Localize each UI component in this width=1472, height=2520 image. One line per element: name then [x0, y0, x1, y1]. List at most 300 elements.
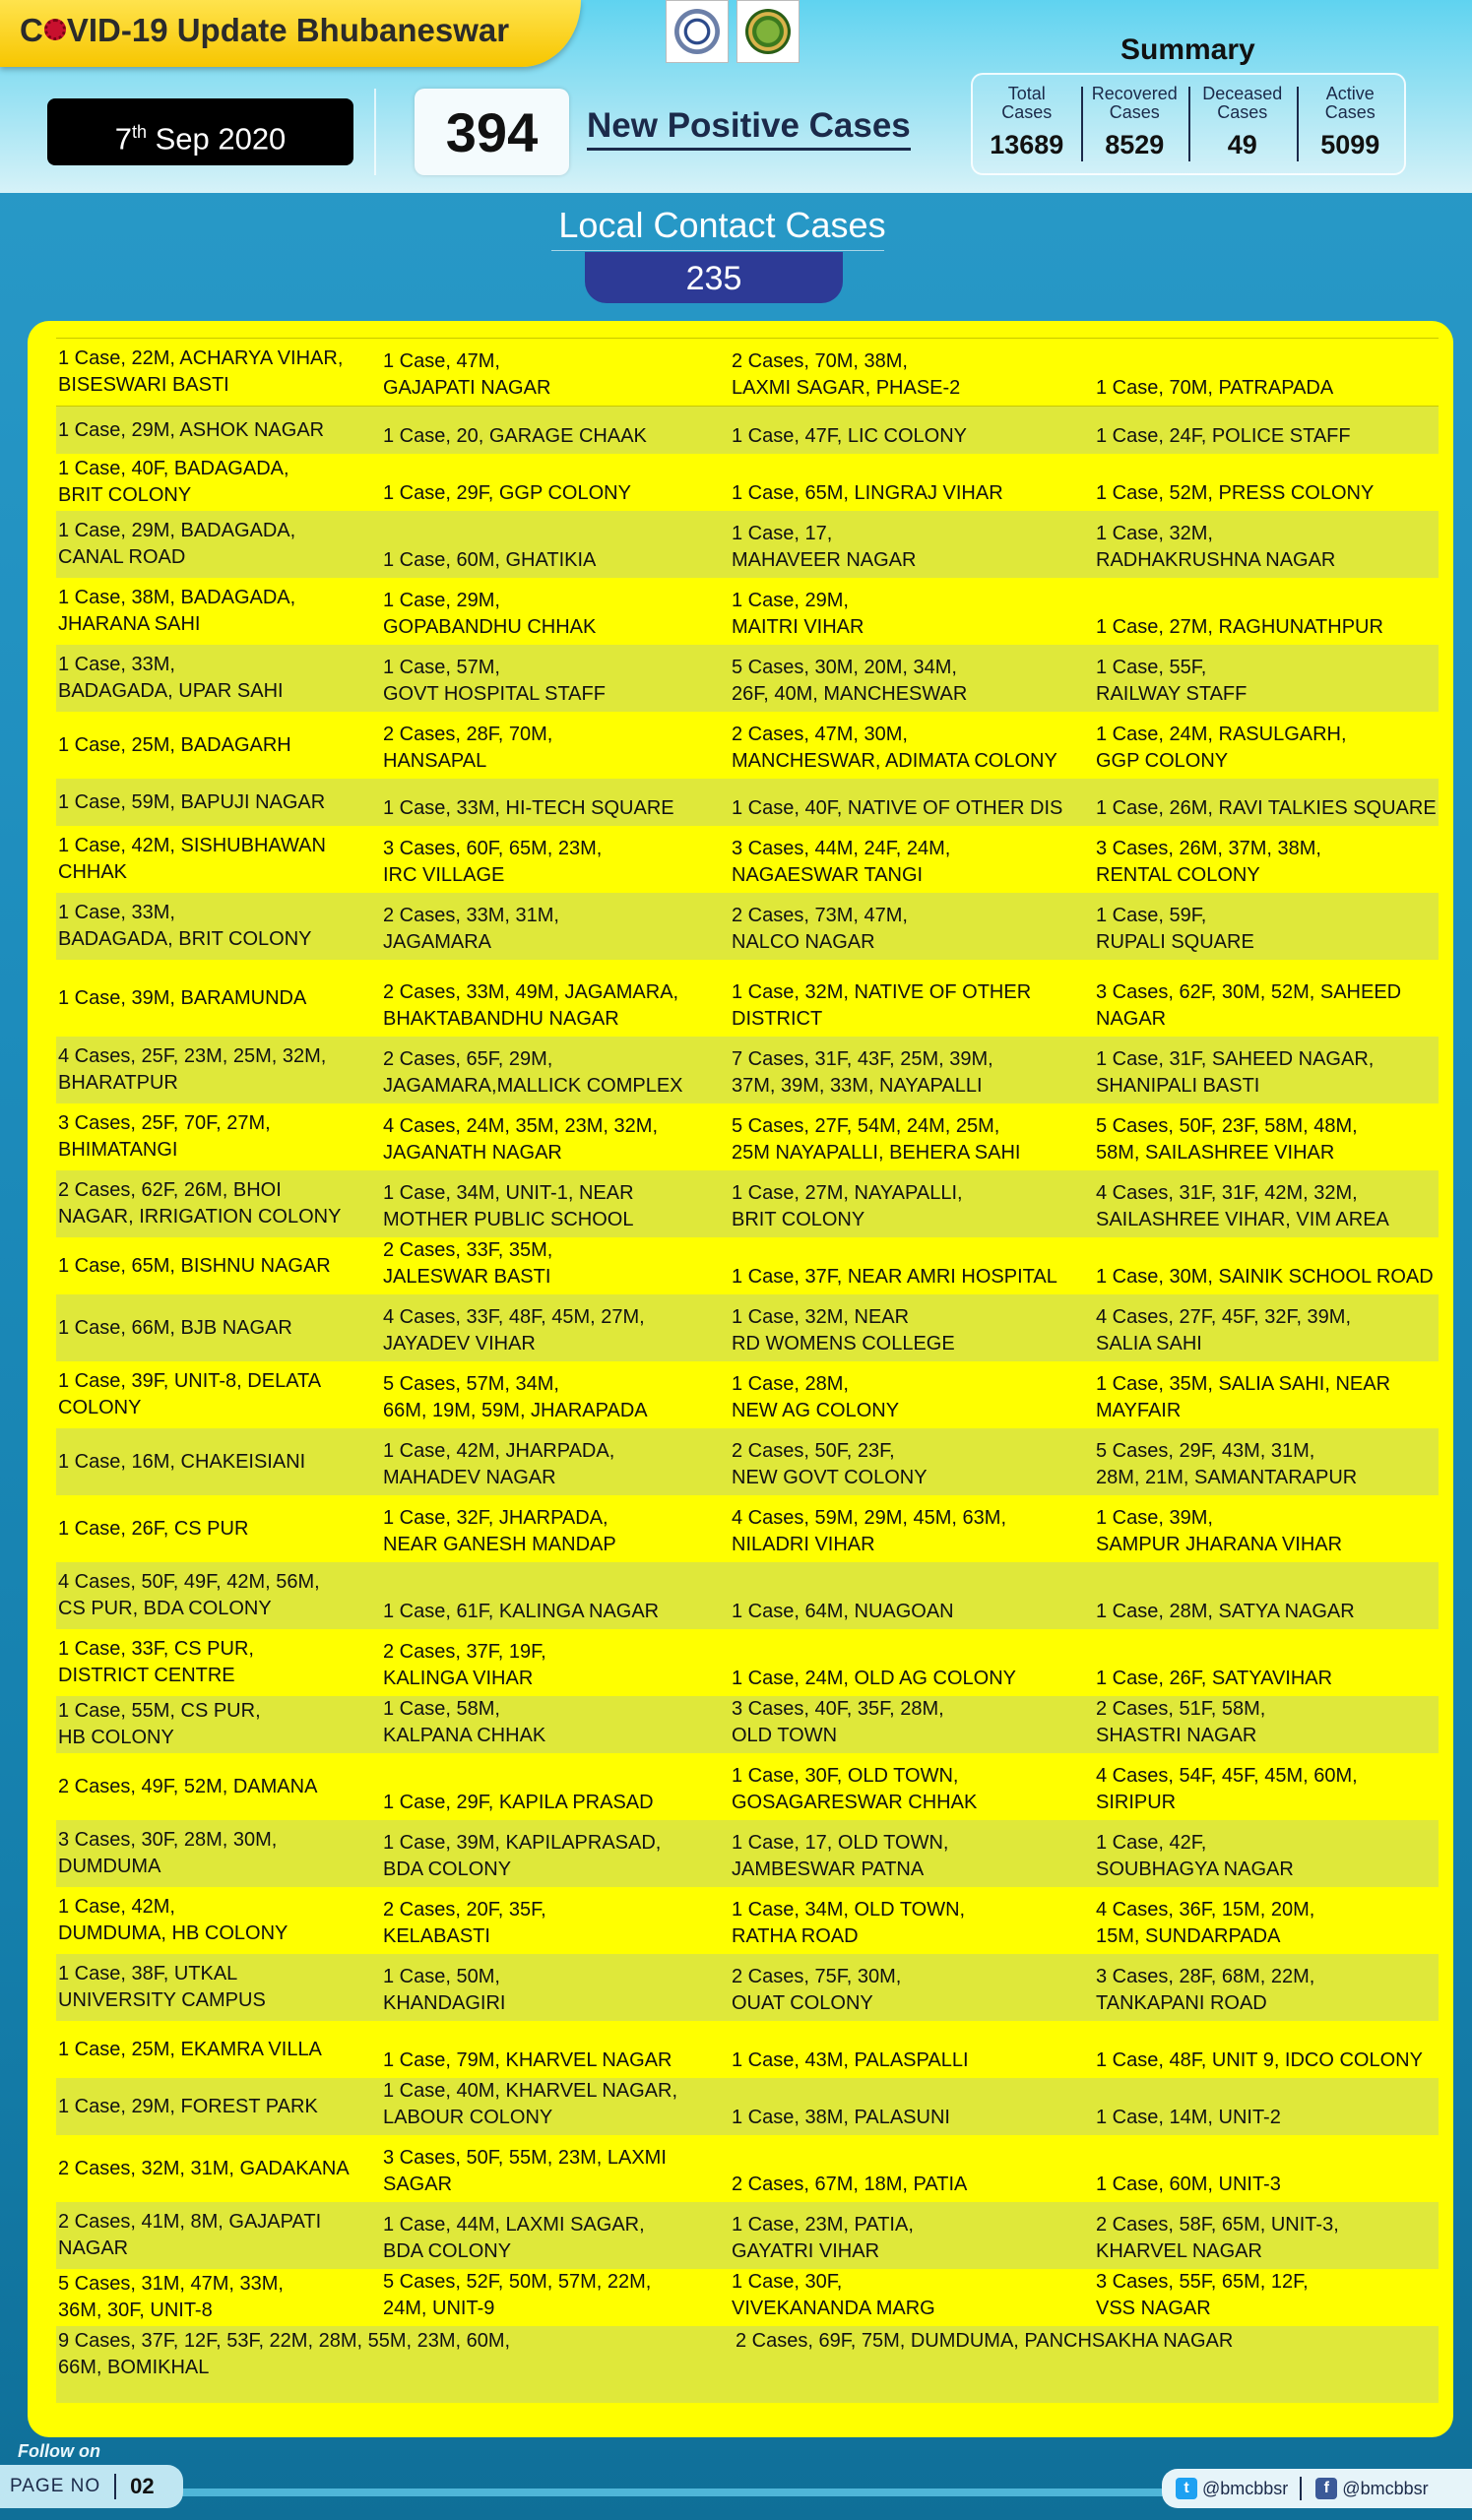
table-cell	[1094, 578, 1439, 645]
table-cell	[730, 2021, 1094, 2078]
case-entry: 1 Case, 60M, UNIT-3	[1096, 2174, 1281, 2195]
table-cell	[1094, 2021, 1439, 2078]
table-row	[56, 960, 1439, 1037]
table-cell	[1094, 712, 1439, 779]
case-entry: 1 Case, 27M, RAGHUNATHPUR	[1096, 616, 1383, 638]
case-entry: 1 Case, 70M, PATRAPADA	[1096, 377, 1334, 399]
table-cell	[381, 2135, 730, 2202]
case-entry: 1 Case, 33M, BADAGADA, UPAR SAHI	[58, 654, 284, 702]
case-entry: 1 Case, 79M, KHARVEL NAGAR	[383, 2049, 672, 2071]
table-cell	[381, 2078, 730, 2135]
table-cell	[730, 893, 1094, 960]
table-cell	[730, 712, 1094, 779]
table-cell	[381, 511, 730, 578]
case-entry: 5 Cases, 50F, 23F, 58M, 48M, 58M, SAILASHREE VIHAR	[1096, 1115, 1358, 1164]
table-cell	[1094, 1820, 1439, 1887]
case-entry: 2 Cases, 20F, 35F, KELABASTI	[383, 1899, 546, 1947]
table-row	[56, 1294, 1439, 1361]
table-cell	[730, 2269, 1094, 2326]
case-entry: 2 Cases, 28F, 70M, HANSAPAL	[383, 724, 553, 772]
table-cell	[730, 1361, 1094, 1428]
table-cell	[730, 1629, 1094, 1696]
table-cell	[56, 1237, 381, 1294]
case-entry: 1 Case, 24M, OLD AG COLONY	[732, 1668, 1016, 1689]
table-cell	[56, 1361, 381, 1428]
case-entry: 5 Cases, 27F, 54M, 24M, 25M, 25M NAYAPALLI, BEHERA SAHI	[732, 1115, 1021, 1164]
case-entry: 1 Case, 40F, BADAGADA, BRIT COLONY	[58, 458, 289, 506]
table-cell	[56, 1954, 381, 2021]
table-cell	[56, 779, 381, 826]
table-cell	[381, 960, 730, 1037]
facebook-handle[interactable]: @bmcbbsr	[1342, 2478, 1429, 2498]
table-cell	[56, 1887, 381, 1954]
case-entry: 5 Cases, 29F, 43M, 31M, 28M, 21M, SAMANTARAPUR	[1096, 1440, 1358, 1488]
case-entry: 1 Case, 20, GARAGE CHAAK	[383, 425, 647, 447]
case-entry: 1 Case, 28M, NEW AG COLONY	[732, 1373, 900, 1421]
case-entry: 3 Cases, 55F, 65M, 12F, VSS NAGAR	[1096, 2271, 1309, 2319]
table-cell	[381, 1954, 730, 2021]
table-cell	[381, 2021, 730, 2078]
table-cell	[1094, 2202, 1439, 2269]
case-entry: 3 Cases, 50F, 55M, 23M, LAXMI SAGAR	[383, 2147, 667, 2195]
table-row	[56, 2269, 1439, 2326]
case-entry: 1 Case, 48F, UNIT 9, IDCO COLONY	[1096, 2049, 1423, 2071]
table-cell	[1094, 2078, 1439, 2135]
table-row	[56, 2202, 1439, 2269]
case-entry: 2 Cases, 62F, 26M, BHOI NAGAR, IRRIGATION COLONY	[58, 1179, 342, 1228]
table-cell	[381, 1237, 730, 1294]
header	[0, 0, 1472, 193]
case-entry: 3 Cases, 44M, 24F, 24M, NAGAESWAR TANGI	[732, 838, 951, 886]
case-entry: 9 Cases, 37F, 12F, 53F, 22M, 28M, 55M, 23M, 60M, 66M, BOMIKHAL	[58, 2330, 511, 2378]
case-entry: 1 Case, 57M, GOVT HOSPITAL STAFF	[383, 657, 606, 705]
case-entry: 1 Case, 65M, BISHNU NAGAR	[58, 1254, 331, 1277]
table-cell	[56, 1103, 381, 1170]
case-entry: 3 Cases, 28F, 68M, 22M, TANKAPANI ROAD	[1096, 1966, 1315, 2014]
table-cell	[56, 1629, 381, 1696]
table-cell	[381, 407, 730, 454]
case-entry: 1 Case, 25M, EKAMRA VILLA	[58, 2038, 322, 2060]
case-entry: 1 Case, 28M, SATYA NAGAR	[1096, 1601, 1355, 1622]
table-cell	[56, 1037, 381, 1103]
virus-icon	[44, 19, 66, 40]
table-row	[56, 1170, 1439, 1237]
table-cell	[56, 1820, 381, 1887]
case-entry: 2 Cases, 65F, 29M, JAGAMARA,MALLICK COMPLEX	[383, 1048, 683, 1097]
date-rest: Sep 2020	[146, 121, 287, 157]
table-cell	[730, 779, 1094, 826]
date-badge	[47, 98, 353, 165]
table-cell	[730, 2135, 1094, 2202]
table-cell	[1094, 779, 1439, 826]
case-entry: 1 Case, 29M, BADAGADA, CANAL ROAD	[58, 520, 296, 568]
table-cell	[381, 893, 730, 960]
case-entry: 1 Case, 39M, BARAMUNDA	[58, 986, 307, 1009]
table-cell	[730, 1562, 1094, 1629]
case-entry: 4 Cases, 31F, 31F, 42M, 32M, SAILASHREE VIHAR, VIM AREA	[1096, 1182, 1389, 1230]
table-cell	[381, 1495, 730, 1562]
table-cell	[381, 1037, 730, 1103]
stat-label: Deceased Cases	[1202, 84, 1283, 122]
case-entry: 1 Case, 29F, GGP COLONY	[383, 482, 631, 504]
summary-title: Summary	[1120, 33, 1255, 66]
case-entry: 1 Case, 55F, RAILWAY STAFF	[1096, 657, 1248, 705]
case-entry: 1 Case, 17, OLD TOWN, JAMBESWAR PATNA	[732, 1832, 949, 1880]
page-number: 02	[130, 2474, 155, 2498]
table-cell	[1094, 1753, 1439, 1820]
table-cell	[56, 1562, 381, 1629]
table-cell	[56, 1428, 381, 1495]
case-entry: 3 Cases, 26M, 37M, 38M, RENTAL COLONY	[1096, 838, 1321, 886]
case-entry: 2 Cases, 33M, 31M, JAGAMARA	[383, 905, 559, 953]
case-entry: 1 Case, 34M, OLD TOWN, RATHA ROAD	[732, 1899, 966, 1947]
case-entry: 1 Case, 61F, KALINGA NAGAR	[383, 1601, 660, 1622]
table-cell	[730, 1103, 1094, 1170]
table-cell	[381, 1887, 730, 1954]
table-cell	[730, 2202, 1094, 2269]
stat-recovered	[1081, 75, 1189, 173]
case-entry: 1 Case, 38F, UTKAL UNIVERSITY CAMPUS	[58, 1963, 266, 2011]
case-entry: 1 Case, 26F, SATYAVIHAR	[1096, 1668, 1333, 1689]
table-row	[56, 2078, 1439, 2135]
case-entry: 1 Case, 50M, KHANDAGIRI	[383, 1966, 506, 2014]
case-entry: 1 Case, 42F, SOUBHAGYA NAGAR	[1096, 1832, 1294, 1880]
table-cell	[56, 2326, 730, 2403]
table-row	[56, 454, 1439, 511]
case-entry: 1 Case, 55M, CS PUR, HB COLONY	[58, 1700, 261, 1748]
table-cell	[381, 2202, 730, 2269]
table-cell	[730, 1753, 1094, 1820]
case-entry: 1 Case, 42M, DUMDUMA, HB COLONY	[58, 1896, 288, 1944]
page-title	[20, 12, 509, 49]
case-entry: 1 Case, 14M, UNIT-2	[1096, 2107, 1281, 2128]
summary-box	[971, 73, 1406, 175]
table-cell	[381, 2269, 730, 2326]
case-entry: 1 Case, 24F, POLICE STAFF	[1096, 425, 1351, 447]
case-entry: 4 Cases, 36F, 15M, 20M, 15M, SUNDARPADA	[1096, 1899, 1315, 1947]
table-cell	[56, 1495, 381, 1562]
case-entry: 1 Case, 30F, OLD TOWN, GOSAGARESWAR CHHAK	[732, 1765, 978, 1813]
case-entry: 2 Cases, 33F, 35M, JALESWAR BASTI	[383, 1239, 553, 1288]
table-row	[56, 1954, 1439, 2021]
table-cell	[381, 1361, 730, 1428]
case-entry: 1 Case, 32M, NEAR RD WOMENS COLLEGE	[732, 1306, 955, 1354]
case-entry: 1 Case, 27M, NAYAPALLI, BRIT COLONY	[732, 1182, 963, 1230]
case-entry: 1 Case, 24M, RASULGARH, GGP COLONY	[1096, 724, 1347, 772]
case-entry: 4 Cases, 33F, 48F, 45M, 27M, JAYADEV VIHAR	[383, 1306, 645, 1354]
table-cell	[56, 339, 381, 406]
table-row	[56, 779, 1439, 826]
table-cell	[381, 1629, 730, 1696]
table-cell	[1094, 511, 1439, 578]
social-links	[1162, 2469, 1472, 2508]
table-cell	[381, 1103, 730, 1170]
case-entry: 1 Case, 43M, PALASPALLI	[732, 2049, 969, 2071]
case-entry: 1 Case, 47M, GAJAPATI NAGAR	[383, 350, 551, 399]
case-entry: 1 Case, 30M, SAINIK SCHOOL ROAD	[1096, 1266, 1434, 1288]
case-entry: 3 Cases, 30F, 28M, 30M, DUMDUMA	[58, 1829, 278, 1877]
table-cell	[381, 454, 730, 511]
facebook-icon[interactable]: f	[1315, 2478, 1337, 2499]
table-cell	[381, 645, 730, 712]
table-row	[56, 2135, 1439, 2202]
case-entry: 1 Case, 37F, NEAR AMRI HOSPITAL	[732, 1266, 1057, 1288]
case-entry: 2 Cases, 67M, 18M, PATIA	[732, 2174, 968, 2195]
table-cell	[1094, 645, 1439, 712]
case-entry: 2 Cases, 70M, 38M, LAXMI SAGAR, PHASE-2	[732, 350, 961, 399]
table-cell	[381, 1170, 730, 1237]
table-cell	[381, 1428, 730, 1495]
table-cell	[730, 826, 1094, 893]
table-cell	[730, 407, 1094, 454]
table-row	[56, 1753, 1439, 1820]
table-cell	[730, 339, 1094, 406]
table-cell	[730, 1820, 1094, 1887]
table-cell	[56, 2078, 381, 2135]
case-entry: 1 Case, 38M, PALASUNI	[732, 2107, 950, 2128]
case-entry: 4 Cases, 24M, 35M, 23M, 32M, JAGANATH NAGAR	[383, 1115, 659, 1164]
table-row	[56, 826, 1439, 893]
table-row	[56, 2021, 1439, 2078]
case-entry: 2 Cases, 73M, 47M, NALCO NAGAR	[732, 905, 908, 953]
table-row	[56, 1562, 1439, 1629]
case-entry: 1 Case, 47F, LIC COLONY	[732, 425, 967, 447]
case-entry: 1 Case, 59M, BAPUJI NAGAR	[58, 790, 326, 813]
case-entry: 1 Case, 26F, CS PUR	[58, 1517, 249, 1540]
stat-value: 13689	[990, 130, 1064, 159]
case-entry: 1 Case, 64M, NUAGOAN	[732, 1601, 954, 1622]
case-entry: 5 Cases, 30M, 20M, 34M, 26F, 40M, MANCHESWAR	[732, 657, 968, 705]
stat-active	[1297, 75, 1405, 173]
table-cell	[381, 779, 730, 826]
title-prefix: C	[20, 12, 43, 48]
table-cell	[1094, 1887, 1439, 1954]
table-cell	[381, 712, 730, 779]
table-cell	[56, 712, 381, 779]
new-cases-label: New Positive Cases	[587, 106, 911, 151]
table-row	[56, 1820, 1439, 1887]
case-entry: 1 Case, 22M, ACHARYA VIHAR, BISESWARI BASTI	[58, 347, 344, 396]
table-cell	[730, 1954, 1094, 2021]
stat-label: Total Cases	[1001, 84, 1053, 122]
cases-panel	[28, 321, 1453, 2437]
twitter-icon[interactable]: t	[1176, 2478, 1197, 2499]
page-separator	[114, 2474, 116, 2499]
table-cell	[56, 1753, 381, 1820]
page-label: PAGE NO	[10, 2476, 101, 2496]
table-cell	[1094, 1954, 1439, 2021]
case-entry: 1 Case, 29M, FOREST PARK	[58, 2095, 318, 2117]
header-divider	[374, 89, 376, 175]
case-entry: 1 Case, 33M, HI-TECH SQUARE	[383, 797, 674, 819]
table-cell	[56, 893, 381, 960]
table-cell	[730, 578, 1094, 645]
case-entry: 3 Cases, 60F, 65M, 23M, IRC VILLAGE	[383, 838, 603, 886]
case-entry: 2 Cases, 75F, 30M, OUAT COLONY	[732, 1966, 902, 2014]
table-cell	[381, 1820, 730, 1887]
case-entry: 1 Case, 30F, VIVEKANANDA MARG	[732, 2271, 935, 2319]
case-entry: 1 Case, 29F, KAPILA PRASAD	[383, 1792, 654, 1813]
table-cell	[1094, 893, 1439, 960]
table-cell	[381, 1562, 730, 1629]
table-cell	[1094, 407, 1439, 454]
table-cell	[56, 826, 381, 893]
bmc-logo	[736, 0, 800, 63]
table-cell	[56, 2202, 381, 2269]
case-entry: 4 Cases, 59M, 29M, 45M, 63M, NILADRI VIHAR	[732, 1507, 1007, 1555]
case-entry: 2 Cases, 33M, 49M, JAGAMARA, BHAKTABANDHU NAGAR	[383, 981, 679, 1030]
table-row	[56, 1237, 1439, 1294]
case-entry: 1 Case, 52M, PRESS COLONY	[1096, 482, 1375, 504]
case-entry: 1 Case, 58M, KALPANA CHHAK	[383, 1698, 546, 1746]
table-cell	[730, 1237, 1094, 1294]
case-entry: 1 Case, 44M, LAXMI SAGAR, BDA COLONY	[383, 2214, 645, 2262]
table-cell	[1094, 826, 1439, 893]
social-separator	[1300, 2477, 1302, 2500]
case-entry: 2 Cases, 37F, 19F, KALINGA VIHAR	[383, 1641, 546, 1689]
case-entry: 1 Case, 40M, KHARVEL NAGAR, LABOUR COLONY	[383, 2080, 678, 2128]
case-entry: 7 Cases, 31F, 43F, 25M, 39M, 37M, 39M, 33M, NAYAPALLI	[732, 1048, 993, 1097]
case-entry: 1 Case, 29M, MAITRI VIHAR	[732, 590, 864, 638]
case-entry: 4 Cases, 27F, 45F, 32F, 39M, SALIA SAHI	[1096, 1306, 1352, 1354]
case-entry: 2 Cases, 32M, 31M, GADAKANA	[58, 2157, 350, 2179]
table-cell	[730, 2326, 1439, 2403]
table-cell	[381, 1294, 730, 1361]
table-cell	[1094, 1103, 1439, 1170]
table-row	[56, 1629, 1439, 1696]
case-entry: 3 Cases, 62F, 30M, 52M, SAHEED NAGAR	[1096, 981, 1402, 1030]
table-cell	[381, 578, 730, 645]
case-entry: 2 Cases, 51F, 58M, SHASTRI NAGAR	[1096, 1698, 1266, 1746]
case-entry: 1 Case, 33F, CS PUR, DISTRICT CENTRE	[58, 1638, 254, 1686]
case-entry: 1 Case, 25M, BADAGARH	[58, 733, 291, 756]
table-cell	[1094, 1037, 1439, 1103]
case-entry: 2 Cases, 58F, 65M, UNIT-3, KHARVEL NAGAR	[1096, 2214, 1339, 2262]
table-cell	[1094, 1629, 1439, 1696]
table-cell	[56, 511, 381, 578]
case-entry: 1 Case, 23M, PATIA, GAYATRI VIHAR	[732, 2214, 914, 2262]
table-cell	[730, 1170, 1094, 1237]
table-cell	[730, 645, 1094, 712]
case-entry: 1 Case, 65M, LINGRAJ VIHAR	[732, 482, 1003, 504]
stat-value: 8529	[1105, 130, 1165, 159]
table-cell	[1094, 1696, 1439, 1753]
case-entry: 1 Case, 42M, SISHUBHAWAN CHHAK	[58, 835, 326, 883]
stat-value: 49	[1227, 130, 1257, 159]
twitter-handle[interactable]: @bmcbbsr	[1202, 2478, 1289, 2498]
table-cell	[1094, 1170, 1439, 1237]
title-suffix: VID-19 Update Bhubaneswar	[66, 12, 510, 48]
page-indicator	[0, 2465, 183, 2508]
case-entry: 1 Case, 35M, SALIA SAHI, NEAR MAYFAIR	[1096, 1373, 1391, 1421]
table-cell	[1094, 1428, 1439, 1495]
table-cell	[1094, 1237, 1439, 1294]
table-cell	[56, 645, 381, 712]
table-cell	[56, 2021, 381, 2078]
case-entry: 1 Case, 32M, RADHAKRUSHNA NAGAR	[1096, 523, 1336, 571]
table-cell	[730, 2078, 1094, 2135]
table-cell	[56, 960, 381, 1037]
case-entry: 1 Case, 60M, GHATIKIA	[383, 549, 597, 571]
table-cell	[730, 1037, 1094, 1103]
table-cell	[56, 1294, 381, 1361]
table-cell	[730, 511, 1094, 578]
table-row	[56, 1037, 1439, 1103]
case-entry: 5 Cases, 31M, 47M, 33M, 36M, 30F, UNIT-8	[58, 2273, 284, 2321]
table-cell	[1094, 1361, 1439, 1428]
case-entry: 1 Case, 32F, JHARPADA, NEAR GANESH MANDAP	[383, 1507, 616, 1555]
table-row	[56, 1696, 1439, 1753]
case-entry: 1 Case, 16M, CHAKEISIANI	[58, 1450, 306, 1473]
case-entry: 1 Case, 42M, JHARPADA, MAHADEV NAGAR	[383, 1440, 615, 1488]
case-entry: 1 Case, 39M, KAPILAPRASAD, BDA COLONY	[383, 1832, 662, 1880]
case-entry: 1 Case, 29M, ASHOK NAGAR	[58, 418, 325, 441]
table-cell	[381, 1696, 730, 1753]
case-entry: 3 Cases, 25F, 70F, 27M, BHIMATANGI	[58, 1112, 271, 1161]
table-row	[56, 1361, 1439, 1428]
table-cell	[1094, 454, 1439, 511]
case-entry: 4 Cases, 50F, 49F, 42M, 56M, CS PUR, BDA COLONY	[58, 1571, 320, 1619]
table-cell	[56, 578, 381, 645]
table-cell	[381, 339, 730, 406]
table-cell	[1094, 1495, 1439, 1562]
case-entry: 2 Cases, 41M, 8M, GAJAPATI NAGAR	[58, 2211, 322, 2259]
case-entry: 1 Case, 40F, NATIVE OF OTHER DIS	[732, 797, 1063, 819]
stat-total	[973, 75, 1081, 173]
stat-label: Recovered Cases	[1091, 84, 1178, 122]
table-cell	[1094, 1294, 1439, 1361]
case-entry: 4 Cases, 54F, 45F, 45M, 60M, SIRIPUR	[1096, 1765, 1358, 1813]
local-contact-title: Local Contact Cases	[558, 205, 886, 245]
table-row	[56, 1428, 1439, 1495]
case-entry: 1 Case, 39M, SAMPUR JHARANA VIHAR	[1096, 1507, 1343, 1555]
local-contact-count: 235	[585, 252, 843, 303]
table-cell	[730, 454, 1094, 511]
table-cell	[56, 1696, 381, 1753]
table-cell	[381, 1753, 730, 1820]
table-cell	[1094, 2135, 1439, 2202]
local-contact-divider	[551, 250, 884, 251]
odisha-emblem-logo	[666, 0, 729, 63]
case-entry: 1 Case, 17, MAHAVEER NAGAR	[732, 523, 917, 571]
table-cell	[730, 1294, 1094, 1361]
case-entry: 1 Case, 31F, SAHEED NAGAR, SHANIPALI BASTI	[1096, 1048, 1375, 1097]
date-suffix: th	[131, 122, 147, 142]
case-entry: 2 Cases, 50F, 23F, NEW GOVT COLONY	[732, 1440, 928, 1488]
stat-label: Active Cases	[1324, 84, 1376, 122]
title-banner	[0, 0, 581, 67]
table-row	[56, 1887, 1439, 1954]
case-entry: 5 Cases, 52F, 50M, 57M, 22M, 24M, UNIT-9	[383, 2271, 652, 2319]
table-cell	[56, 454, 381, 511]
table-cell	[730, 960, 1094, 1037]
table-row	[56, 511, 1439, 578]
case-entry: 4 Cases, 25F, 23M, 25M, 32M, BHARATPUR	[58, 1045, 327, 1094]
table-row	[56, 645, 1439, 712]
table-cell	[1094, 2269, 1439, 2326]
case-entry: 2 Cases, 47M, 30M, MANCHESWAR, ADIMATA COLONY	[732, 724, 1057, 772]
table-cell	[381, 826, 730, 893]
table-cell	[730, 1428, 1094, 1495]
case-entry: 1 Case, 33M, BADAGADA, BRIT COLONY	[58, 902, 312, 950]
case-entry: 1 Case, 66M, BJB NAGAR	[58, 1316, 292, 1339]
table-row	[56, 339, 1439, 407]
table-row-last	[56, 2326, 1439, 2403]
table-row	[56, 893, 1439, 960]
table-row	[56, 1103, 1439, 1170]
case-entry: 1 Case, 29M, GOPABANDHU CHHAK	[383, 590, 597, 638]
table-cell	[730, 1887, 1094, 1954]
